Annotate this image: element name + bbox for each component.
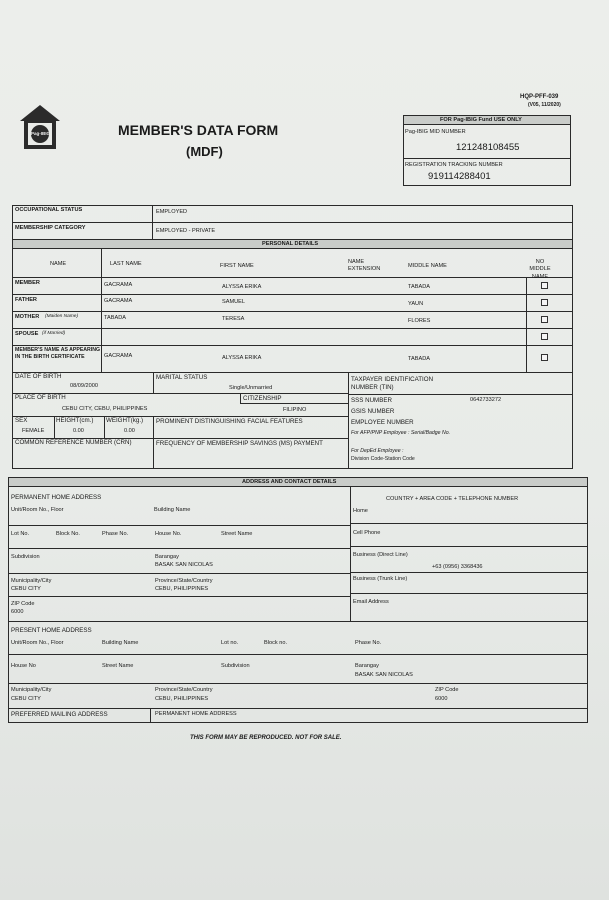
logo-text: Pag-IBIG	[31, 131, 51, 136]
block-label: Block No.	[56, 531, 80, 537]
member-first-name: ALYSSA ERIKA	[222, 284, 262, 290]
deped-sub-label: Division Code-Station Code	[351, 456, 415, 462]
address-section-title: ADDRESS AND CONTACT DETAILS	[242, 479, 337, 485]
building-label: Building Name	[154, 507, 191, 513]
phase-label: Phase No.	[102, 531, 129, 537]
business-direct-label: Business (Direct Line)	[353, 552, 408, 558]
row-spouse-label: SPOUSE	[15, 331, 39, 337]
barangay-label: Barangay	[155, 554, 179, 560]
present-province-label: Province/State/Country	[155, 687, 213, 693]
height-value: 0.00	[73, 428, 84, 434]
occupational-status-label: OCCUPATIONAL STATUS	[15, 207, 83, 213]
pob-label: PLACE OF BIRTH	[15, 394, 66, 401]
present-phase-label: Phase No.	[355, 640, 382, 646]
father-middle-name: YAUN	[408, 301, 424, 307]
mother-middle-name: FLORES	[408, 318, 431, 324]
rtn-label: REGISTRATION TRACKING NUMBER	[405, 162, 503, 168]
dob-label: DATE OF BIRTH	[15, 373, 62, 380]
form-version: (V05, 11/2020)	[528, 102, 561, 108]
height-label: HEIGHT(cm.)	[56, 417, 94, 424]
row-mother-note: (Maiden Name)	[45, 314, 79, 319]
street-label: Street Name	[221, 531, 253, 537]
marital-status-value: Single/Unmarried	[229, 385, 273, 391]
birth-cert-last-name: GACRAMA	[104, 353, 133, 359]
mid-label: Pag-IBIG MID NUMBER	[405, 129, 466, 135]
cell-phone-label: Cell Phone	[353, 530, 381, 536]
unit-label: Unit/Room No., Floor	[11, 507, 64, 513]
row-spouse-note: (if Married)	[42, 331, 66, 336]
row-mother-label: MOTHER	[15, 314, 40, 320]
row-birth-cert-label: MEMBER'S NAME AS APPEARING IN THE BIRTH CERTIFICATE	[15, 347, 101, 360]
mother-no-middle-checkbox[interactable]	[541, 316, 548, 323]
sss-label: SSS NUMBER	[351, 397, 392, 404]
present-house-label: House No	[11, 663, 36, 669]
dob-value: 08/09/2000	[70, 383, 98, 389]
savings-frequency-label: FREQUENCY OF MEMBERSHIP SAVINGS (MS) PAYMENT	[156, 440, 323, 447]
tin-label: TAXPAYER IDENTIFICATION NUMBER (TIN)	[351, 376, 434, 392]
present-building-label: Building Name	[102, 640, 139, 646]
zip-value: 6000	[11, 609, 24, 615]
subdivision-label: Subdivision	[11, 554, 40, 560]
house-logo-icon	[18, 103, 62, 151]
present-address-title: PRESENT HOME ADDRESS	[11, 627, 92, 634]
weight-value: 0.00	[124, 428, 135, 434]
present-unit-label: Unit/Room No., Floor	[11, 640, 64, 646]
municipality-label: Municipality/City	[11, 578, 52, 584]
form-subtitle: (MDF)	[186, 144, 223, 159]
father-last-name: GACRAMA	[104, 298, 133, 304]
pob-value: CEBU CITY, CEBU, PHILIPPINES	[62, 406, 148, 412]
present-municipality-label: Municipality/City	[11, 687, 52, 693]
father-first-name: SAMUEL	[222, 299, 246, 305]
membership-category-label: MEMBERSHIP CATEGORY	[15, 225, 86, 231]
personal-details-title: PERSONAL DETAILS	[262, 241, 319, 247]
business-trunk-label: Business (Trunk Line)	[353, 576, 408, 582]
permanent-address-title: PERMANENT HOME ADDRESS	[11, 494, 102, 501]
afp-pnp-label: For AFP/PNP Employee : Serial/Badge No.	[351, 430, 451, 436]
present-municipality-value: CEBU CITY	[11, 696, 41, 702]
pagibig-logo	[18, 103, 62, 151]
municipality-value: CEBU CITY	[11, 586, 41, 592]
form-title: MEMBER'S DATA FORM	[118, 122, 279, 138]
sss-value: 0642733272	[470, 397, 502, 403]
present-lot-label: Lot no.	[221, 640, 239, 646]
employee-number-label: EMPLOYEE NUMBER	[351, 419, 414, 426]
col-middle-name: MIDDLE NAME	[408, 263, 447, 269]
address-section	[8, 477, 588, 723]
zip-label: ZIP Code	[11, 601, 35, 607]
business-direct-value: +63 (0956) 3368436	[432, 564, 483, 570]
crn-label: COMMON REFERENCE NUMBER (CRN)	[15, 439, 132, 446]
lot-label: Lot No.	[11, 531, 30, 537]
province-value: CEBU, PHILIPPINES	[155, 586, 209, 592]
house-label: House No.	[155, 531, 182, 537]
father-no-middle-checkbox[interactable]	[541, 299, 548, 306]
col-name-extension: NAME EXTENSION	[348, 259, 381, 273]
present-barangay-value: BASAK SAN NICOLAS	[355, 672, 413, 678]
present-subdivision-label: Subdivision	[221, 663, 250, 669]
col-last-name: LAST NAME	[110, 261, 142, 267]
contact-title: COUNTRY + AREA CODE + TELEPHONE NUMBER	[386, 496, 519, 502]
sex-value: FEMALE	[22, 428, 45, 434]
email-label: Email Address	[353, 599, 389, 605]
citizenship-value: FILIPINO	[283, 407, 307, 413]
member-last-name: GACRAMA	[104, 282, 133, 288]
mother-first-name: TERESA	[222, 316, 245, 322]
province-label: Province/State/Country	[155, 578, 213, 584]
fund-use-title: FOR Pag-IBIG Fund USE ONLY	[440, 117, 522, 123]
col-first-name: FIRST NAME	[220, 263, 254, 269]
home-phone-label: Home	[353, 508, 368, 514]
mother-last-name: TABADA	[104, 315, 126, 321]
col-no-middle-name: NO MIDDLE NAME	[529, 259, 551, 280]
spouse-no-middle-checkbox[interactable]	[541, 333, 548, 340]
present-zip-value: 6000	[435, 696, 448, 702]
birth-cert-first-name: ALYSSA ERIKA	[222, 355, 262, 361]
mid-value: 121248108455	[456, 142, 520, 153]
present-barangay-label: Barangay	[355, 663, 379, 669]
birth-cert-no-middle-checkbox[interactable]	[541, 354, 548, 361]
sex-label: SEX	[15, 417, 28, 424]
present-province-value: CEBU, PHILIPPINES	[155, 696, 209, 702]
barangay-value: BASAK SAN NICOLAS	[155, 562, 213, 568]
member-no-middle-checkbox[interactable]	[541, 282, 548, 289]
preferred-mailing-label: PREFERRED MAILING ADDRESS	[11, 711, 108, 718]
present-street-label: Street Name	[102, 663, 134, 669]
reproduction-note: THIS FORM MAY BE REPRODUCED. NOT FOR SALE.	[190, 735, 342, 741]
weight-label: WEIGHT(kg.)	[106, 417, 144, 424]
member-middle-name: TABADA	[408, 284, 430, 290]
col-name: NAME	[50, 261, 67, 267]
occupational-status-value: EMPLOYED	[156, 209, 188, 215]
rtn-value: 919114288401	[428, 171, 491, 182]
form-code: HQP-PFF-039	[520, 94, 559, 100]
present-zip-label: ZIP Code	[435, 687, 459, 693]
facial-features-label: PROMINENT DISTINGUISHING FACIAL FEATURES	[156, 418, 303, 425]
preferred-mailing-value: PERMANENT HOME ADDRESS	[155, 711, 237, 717]
membership-category-value: EMPLOYED - PRIVATE	[156, 228, 216, 234]
deped-label: For DepEd Employee :	[351, 448, 404, 454]
marital-status-label: MARITAL STATUS	[156, 374, 208, 381]
row-member-label: MEMBER	[15, 280, 40, 286]
gsis-label: GSIS NUMBER	[351, 408, 395, 415]
citizenship-label: CITIZENSHIP	[243, 395, 282, 402]
present-block-label: Block no.	[264, 640, 288, 646]
row-father-label: FATHER	[15, 297, 37, 303]
birth-cert-middle-name: TABADA	[408, 356, 430, 362]
